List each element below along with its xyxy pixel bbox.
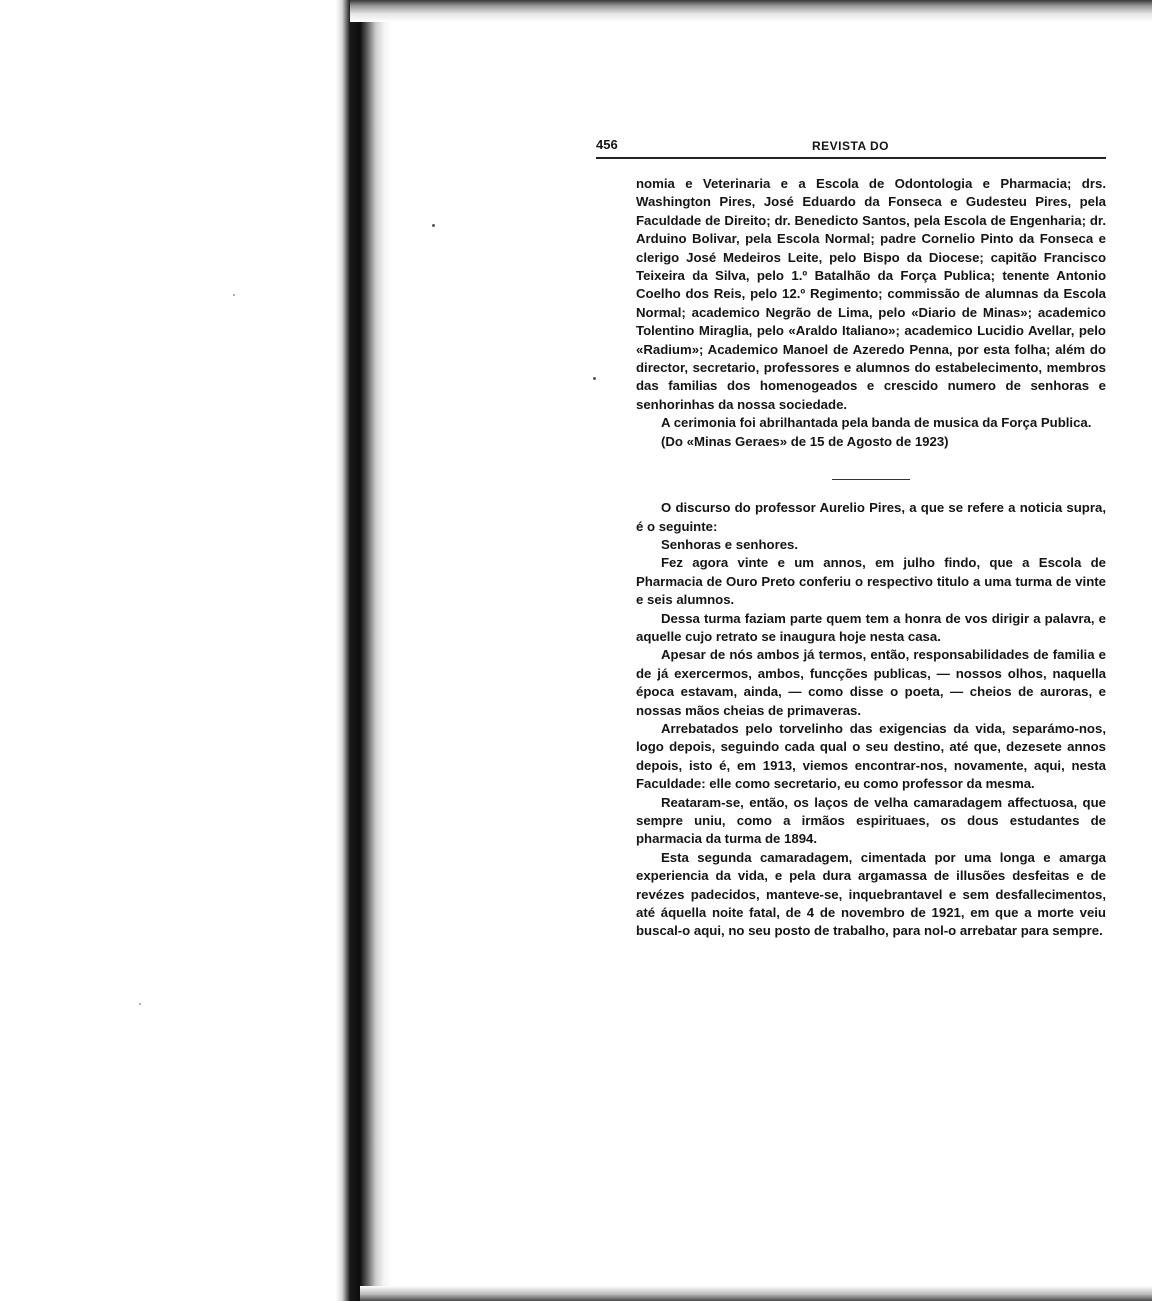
paragraph: A cerimonia foi abrilhantada pela banda de musica da Força Publica. <box>661 415 1092 431</box>
scanned-page <box>596 135 1106 941</box>
paragraph: Esta segunda camaradagem, cimentada por uma longa e amarga experiencia da vida, e pela dura argamassa de illusões desfeitas e de revézes padecidos, manteve-se, inquebrantavel e sem desfallecimentos, até áquella noite fatal, de 4 de novembro de 1921, em que a morte veiu buscal-o aqui, no seu posto de trabalho, para nol-o arrebatar para sempre. <box>636 849 1106 939</box>
section-divider <box>832 479 910 480</box>
page-bottom-edge-shadow <box>360 1286 1152 1301</box>
journal-title: REVISTA DO <box>812 139 890 153</box>
article-body <box>596 175 1106 941</box>
ink-speck <box>233 294 235 296</box>
paragraph: Fez agora vinte e um annos, em julho findo, que a Escola de Pharmacia de Ouro Preto conferiu o respectivo titulo a uma turma de vinte e seis alumnos. <box>636 555 1106 608</box>
salutation: Senhoras e senhores. <box>661 536 799 552</box>
paragraph: Dessa turma faziam parte quem tem a honra de vos dirigir a palavra, e aquelle cujo retrato se inaugura hoje nesta casa. <box>636 610 1106 644</box>
running-head <box>596 135 1106 157</box>
paragraph: Reataram-se, então, os laços de velha camaradagem affectuosa, que sempre uniu, como a irmãos espirituaes, os dous estudantes de pharmacia da turma de 1894. <box>636 794 1106 847</box>
header-rule <box>596 157 1106 159</box>
paragraph: O discurso do professor Aurelio Pires, a que se refere a noticia supra, é o seguinte: <box>636 500 1106 534</box>
book-spine-shadow <box>0 0 392 1301</box>
ink-speck <box>139 1003 141 1005</box>
paragraph: nomia e Veterinaria e a Escola de Odontologia e Pharmacia; drs. Washington Pires, José Eduardo da Fonseca e Gudesteu Pires, pela Faculdade de Direito; dr. Benedicto Santos, pela Escola de Engenharia; dr. Arduino Bolivar, pela Escola Normal; padre Cornelio Pinto da Fonseca e clerigo José Medeiros Leite, pelo Bispo da Diocese; capitão Francisco Teixeira da Silva, pelo 1.º Batalhão da Força Publica; tenente Antonio Coelho dos Reis, pelo 12.º Regimento; commissão de alumnas da Escola Normal; academico Negrão de Lima, pelo «Diario de Minas»; academico Tolentino Miraglia, pelo «Araldo Italiano»; academico Lucidio Avellar, pelo «Radium»; Academico Manoel de Azeredo Penna, por esta folha; além do director, secretario, professores e alumnos do estabelecimento, membros das familias dos homenogeados e crescido numero de senhoras e senhorinhas da nossa sociedade. <box>636 176 1106 412</box>
page-top-edge-shadow <box>350 0 1152 22</box>
page-number: 456 <box>596 137 618 152</box>
paragraph: Arrebatados pelo torvelinho das exigencias da vida, separámo-nos, logo depois, seguindo cada qual o seu destino, até que, dezesete annos depois, isto é, em 1913, viemos encontrar-nos, novamente, aqui, nesta Faculdade: elle como secretario, eu como professor da mesma. <box>636 720 1106 792</box>
paragraph: Apesar de nós ambos já termos, então, responsabilidades de familia e de já exercermos, ambos, funcções publicas, — nossos olhos, naquella época estavam, ainda, — como disse o poeta, — cheios de auroras, e nossas mãos cheias de primaveras. <box>636 647 1106 718</box>
source-citation: (Do «Minas Geraes» de 15 de Agosto de 1923) <box>661 433 949 449</box>
ink-speck <box>432 224 435 227</box>
